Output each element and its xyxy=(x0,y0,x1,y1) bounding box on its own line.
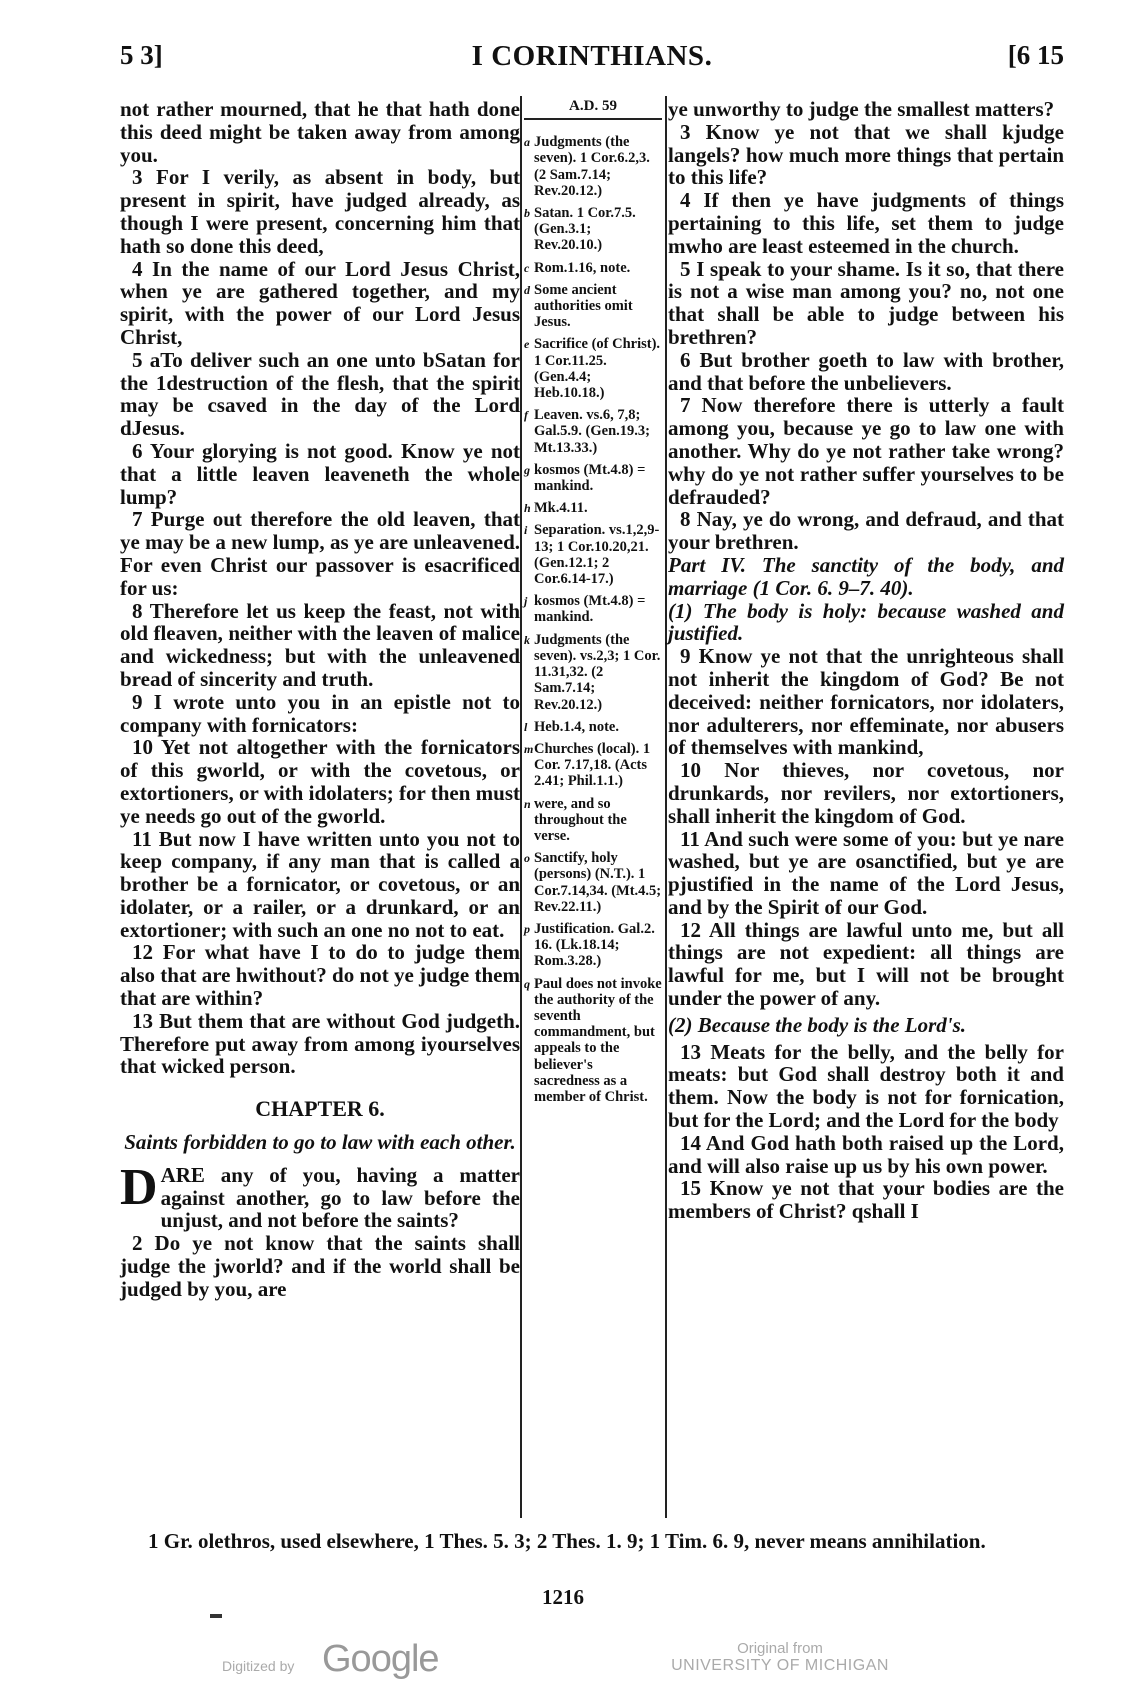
verse-paragraph: 4 If then ye have judgments of things pertaining to this life, set them to judge mwho are least esteemed in the church. xyxy=(668,188,1064,258)
verse-paragraph: 8 Therefore let us keep the feast, not with old fleaven, neither with the leaven of malice and wickedness; but with the unleavened bread of sincerity and truth. xyxy=(120,598,520,691)
verse-paragraph: 7 Now therefore there is utterly a fault among you, because ye go to law one with another. Why do ye not rather take wrong? why do ye not rather suffer yourselves to be defrauded? xyxy=(668,393,1064,509)
section-subheading: (2) Because the body is the Lord's. xyxy=(668,1012,967,1037)
reference-note xyxy=(524,134,662,199)
page-title: I CORINTHIANS. xyxy=(471,40,713,72)
reference-text: Heb.1.4, note. xyxy=(534,718,619,735)
section-subheading: (1) The body is holy: because washed and justified. xyxy=(668,598,1064,646)
reference-note xyxy=(524,796,662,845)
verse-paragraph: 15 Know ye not that your bodies are the members of Christ? qshall I xyxy=(668,1176,1064,1224)
reference-note xyxy=(524,921,662,970)
verse-paragraph: 3 Know ye not that we shall kjudge langels? how much more things that pertain to this life? xyxy=(668,119,1064,190)
verse-paragraph: 5 I speak to your shame. Is it so, that there is not a wise man among you? no, not one that shall be able to judge between his brethren? xyxy=(668,256,1064,349)
verse-paragraph: 10 Nor thieves, nor covetous, nor drunkards, nor revilers, nor extortioners, shall inherit the kingdom of God. xyxy=(668,758,1064,828)
reference-key: q xyxy=(524,976,530,991)
footnote: 1 Gr. olethros, used elsewhere, 1 Thes. 5. 3; 2 Thes. 1. 9; 1 Tim. 6. 9, never means annihilation. xyxy=(148,1529,986,1553)
reference-note xyxy=(524,593,662,625)
reference-note xyxy=(524,462,662,494)
reference-text: Some ancient authorities omit Jesus. xyxy=(534,281,633,331)
page-header xyxy=(120,40,1064,80)
verse-paragraph: 6 Your glorying is not good. Know ye not that a little leaven leaveneth the whole lump? xyxy=(120,438,520,509)
reference-note xyxy=(524,282,662,331)
verse-paragraph: 13 Meats for the belly, and the belly for meats: but God shall destroy both it and them. Now the body is not for fornication, but for the Lord; and the Lord for the body xyxy=(668,1039,1064,1133)
date-label: A.D. 59 xyxy=(524,98,662,120)
reference-column xyxy=(524,98,662,1111)
reference-key: d xyxy=(524,282,530,297)
drop-cap: D xyxy=(120,1158,158,1216)
reference-text: Churches (local). 1 Cor. 7.17,18. (Acts 2.41; Phil.1.1.) xyxy=(534,740,651,790)
verse-paragraph: 12 All things are lawful unto me, but all things are not expedient: all things are lawful for me, but I will not be brought under the power of any. xyxy=(668,917,1064,1011)
reference-text: kosmos (Mt.4.8) = mankind. xyxy=(534,593,646,626)
verse-paragraph: not rather mourned, that he that hath done this deed might be taken away from among you. xyxy=(120,97,520,167)
reference-text: Separation. vs.1,2,9-13; 1 Cor.10.20,21. (Gen.12.1; 2 Cor.6.14-17.) xyxy=(534,522,660,588)
reference-note xyxy=(524,205,662,254)
print-mark xyxy=(210,1614,222,1618)
original-from-label: Original from xyxy=(737,1640,823,1657)
reference-note xyxy=(524,522,662,587)
verse-paragraph: 3 For I verily, as absent in body, but present in spirit, have judged already, as though I were present, concerning him that hath so done this deed, xyxy=(120,165,520,258)
verse-paragraph: 4 In the name of our Lord Jesus Christ, when ye are gathered together, and my spirit, with the power of our Lord Jesus Christ, xyxy=(120,256,520,349)
verse-paragraph: 5 aTo deliver such an one unto bSatan for the 1destruction of the flesh, that the spirit may be csaved in the day of the Lord dJesus. xyxy=(120,347,520,441)
source-watermark xyxy=(660,1640,900,1675)
reference-key: k xyxy=(524,632,530,647)
reference-list xyxy=(524,134,662,1105)
reference-note xyxy=(524,260,662,276)
verse-paragraph: 9 I wrote unto you in an epistle not to company with fornicators: xyxy=(120,689,520,737)
reference-text: Justification. Gal.2. 16. (Lk.18.14; Rom.3.28.) xyxy=(534,920,655,970)
header-left-ref: 5 3] xyxy=(120,40,163,70)
chapter-subtitle: Saints forbidden to go to law with each other. xyxy=(124,1130,516,1155)
verse-paragraph: 11 But now I have written unto you not to keep company, if any man that is called a brother be a fornicator, or covetous, or an idolater, or a railer, or a drunkard, or an extortioner; with such an one no not to eat. xyxy=(120,826,520,942)
verse-paragraph: 13 But them that are without God judgeth. Therefore put away from among iyourselves that wicked person. xyxy=(120,1008,520,1079)
verse-paragraph: 9 Know ye not that the unrighteous shall not inherit the kingdom of God? Be not deceived: neither fornicators, nor idolaters, nor adulterers, nor effeminate, nor abusers of themselves with mankind, xyxy=(668,644,1064,760)
reference-key: a xyxy=(524,135,530,150)
reference-key: p xyxy=(524,921,530,936)
part-heading: Part IV. The sanctity of the body, and marriage (1 Cor. 6. 9–7. 40). xyxy=(668,552,1064,600)
reference-key: e xyxy=(524,337,530,352)
reference-key: l xyxy=(524,719,528,734)
verse-paragraph: 11 And such were some of you: but ye nare washed, but ye are osanctified, but ye are pjustified in the name of the Lord Jesus, and by the Spirit of our God. xyxy=(668,826,1064,919)
reference-text: Sacrifice (of Christ). 1 Cor.11.25. (Gen.4.4; Heb.10.18.) xyxy=(534,336,661,402)
reference-note xyxy=(524,741,662,790)
reference-key: j xyxy=(524,594,528,609)
reference-note xyxy=(524,632,662,713)
verse-paragraph: 2 Do ye not know that the saints shall judge the jworld? and if the world shall be judged by you, are xyxy=(120,1231,520,1301)
reference-text: Mk.4.11. xyxy=(534,500,588,517)
reference-key: n xyxy=(524,796,531,811)
reference-key: g xyxy=(524,462,530,477)
column-divider-right xyxy=(665,96,667,1518)
reference-note xyxy=(524,336,662,401)
first-paragraph-text: ARE any of you, having a matter against another, go to law before the unjust, and not before the saints? xyxy=(160,1162,520,1233)
reference-key: o xyxy=(524,851,530,866)
google-logo: Google xyxy=(322,1638,439,1680)
reference-text: Leaven. vs.6, 7,8; Gal.5.9. (Gen.19.3; Mt.13.33.) xyxy=(534,407,650,456)
chapter-heading: CHAPTER 6. xyxy=(255,1096,385,1122)
reference-text: kosmos (Mt.4.8) = mankind. xyxy=(534,461,646,495)
source-library: UNIVERSITY OF MICHIGAN xyxy=(671,1657,889,1674)
reference-key: c xyxy=(524,260,530,275)
reference-text: were, and so throughout the verse. xyxy=(534,795,627,844)
reference-key: f xyxy=(524,408,528,423)
chapter-first-paragraph xyxy=(120,1158,520,1233)
reference-key: i xyxy=(524,523,528,538)
verse-paragraph: 7 Purge out therefore the old leaven, that ye may be a new lump, as ye are unleavened. For even Christ our passover is esacrificed for us: xyxy=(120,507,520,600)
verse-paragraph: ye unworthy to judge the smallest matters? xyxy=(668,97,1055,121)
reference-text: Judgments (the seven). 1 Cor.6.2,3. (2 Sam.7.14; Rev.20.12.) xyxy=(534,134,650,199)
reference-key: h xyxy=(524,501,531,516)
reference-note xyxy=(524,976,662,1106)
reference-note xyxy=(524,500,662,516)
digitized-label: Digitized by xyxy=(222,1658,295,1674)
column-divider-left xyxy=(520,96,522,1518)
header-right-ref: [6 15 xyxy=(1007,40,1064,70)
reference-text: Sanctify, holy (persons) (N.T.). 1 Cor.7.14,34. (Mt.4.5; Rev.22.11.) xyxy=(534,850,662,915)
reference-note xyxy=(524,407,662,456)
verse-paragraph: 8 Nay, ye do wrong, and defraud, and that your brethren. xyxy=(668,507,1064,555)
verse-paragraph: 6 But brother goeth to law with brother, and that before the unbelievers. xyxy=(668,347,1064,395)
reference-note xyxy=(524,850,662,915)
reference-text: Satan. 1 Cor.7.5. (Gen.3.1; Rev.20.10.) xyxy=(534,205,636,254)
reference-text: Rom.1.16, note. xyxy=(534,259,631,276)
verse-paragraph: 12 For what have I to do to judge them also that are hwithout? do not ye judge them that are within? xyxy=(120,940,520,1011)
reference-note xyxy=(524,719,662,735)
verse-paragraph: 14 And God hath both raised up the Lord, and will also raise up us by his own power. xyxy=(668,1130,1064,1178)
reference-key: b xyxy=(524,206,530,221)
verse-paragraph: 10 Yet not altogether with the fornicators of this gworld, or with the covetous, or extortioners, or with idolaters; for then must ye needs go out of the gworld. xyxy=(120,735,520,828)
reference-text: Judgments (the seven). vs.2,3; 1 Cor. 11.31,32. (2 Sam.7.14; Rev.20.12.) xyxy=(534,631,661,713)
reference-key: m xyxy=(524,741,534,756)
left-column xyxy=(120,98,520,1301)
right-column xyxy=(668,98,1064,1223)
page-number: 1216 xyxy=(542,1585,584,1609)
reference-text: Paul does not invoke the authority of the seventh commandment, but appeals to the believer's sacredness as a member of Christ. xyxy=(534,975,662,1105)
